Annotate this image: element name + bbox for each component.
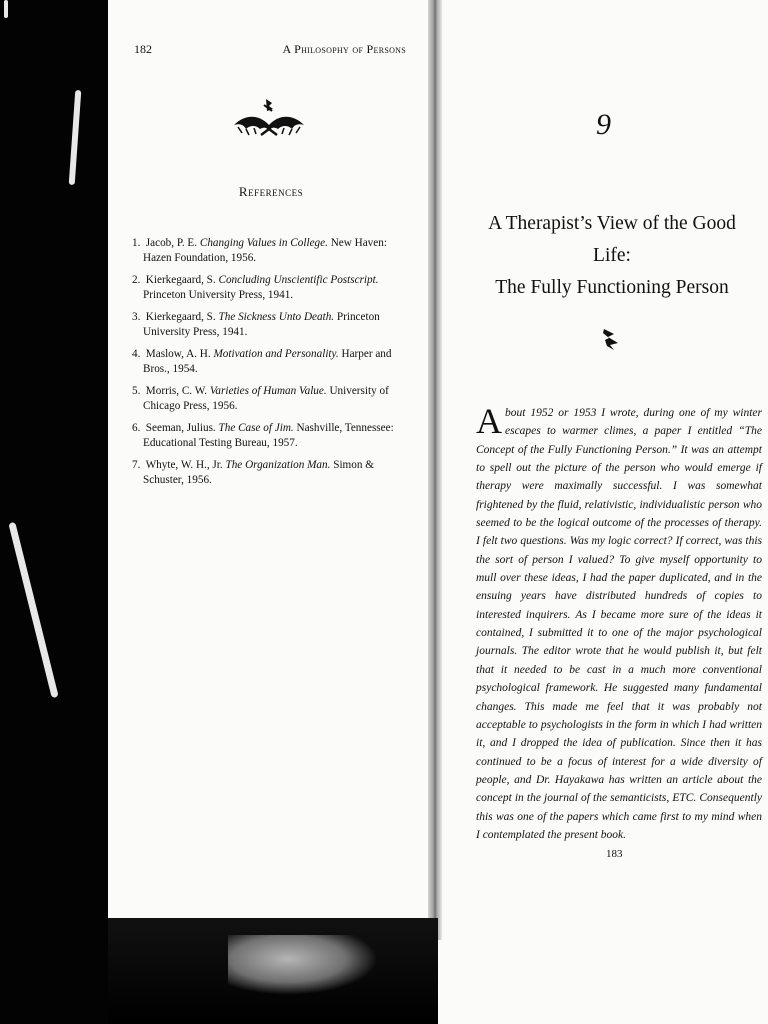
reference-item: 4. Maslow, A. H. Motivation and Personality. Harper and Bros., 1954. xyxy=(132,348,392,375)
reference-item: 6. Seeman, Julius. The Case of Jim. Nashville, Tennessee: Educational Testing Bureau, 1957. xyxy=(132,422,394,449)
reference-item: 1. Jacob, P. E. Changing Values in College. New Haven: Hazen Foundation, 1956. xyxy=(132,237,387,264)
chapter-title-line: The Fully Functioning Person xyxy=(495,277,729,298)
drop-cap: A xyxy=(476,401,502,441)
chapter-number: 9 xyxy=(596,108,611,141)
chapter-title-line: A Therapist’s View of the Good Life: xyxy=(488,213,736,266)
reference-item: 7. Whyte, W. H., Jr. The Organization Man. Simon & Schuster, 1956. xyxy=(132,459,374,486)
scan-streak xyxy=(4,0,8,18)
reference-item: 5. Morris, C. W. Varieties of Human Value. University of Chicago Press, 1956. xyxy=(132,385,389,412)
page-number-left: 182 xyxy=(134,42,152,56)
scan-smudge xyxy=(228,935,378,995)
chapter-title xyxy=(470,208,754,304)
running-head xyxy=(134,42,406,57)
references-heading: References xyxy=(238,184,304,199)
running-title: A Philosophy of Persons xyxy=(282,42,406,56)
reference-item: 2. Kierkegaard, S. Concluding Unscientific Postscript. Princeton University Press, 1941. xyxy=(132,274,379,301)
book-gutter xyxy=(428,0,442,940)
body-paragraph: bout 1952 or 1953 I wrote, during one of my winter escapes to warmer climes, a paper I entitled “The Concept of the Fully Functioning Person.” It was an attempt to spell out the picture of the person who would emerge if therapy were maximally successful. I was somewhat frightened by the fluid, relativistic, individualistic person who seemed to be the logical outcome of the processes of therapy. I felt two questions. Was my logic correct? If correct, was this the sort of person I valued? To give myself opportunity to mull over these ideas, I had the paper duplicated, and in the ensuing years have distributed hundreds of copies to interested inquirers. As I became more sure of the ideas it contained, I submitted it to one of the major psychological journals. The editor wrote that he would publish it, but felt that it needed to be cast in a much more conventional psychological framework. He suggested many fundamental changes. This made me feel that it was probably not acceptable to psychologists in the form in which I had written it, and I dropped the idea of publication. Since then it has continued to be a focus of interest for a wide diversity of people, and Dr. Hayakawa has written an article about the concept in the journal of the semanticists, ETC. Consequently this was one of the papers which came first to my mind when I contemplated the present book. xyxy=(476,407,762,841)
reference-list xyxy=(132,236,408,495)
reference-item: 3. Kierkegaard, S. The Sickness Unto Death. Princeton University Press, 1941. xyxy=(132,311,380,338)
chapter-body-text xyxy=(476,401,762,844)
eagle-ornament-icon xyxy=(230,95,308,147)
eagle-ornament-icon xyxy=(598,327,624,351)
page-number-right: 183 xyxy=(606,848,623,860)
